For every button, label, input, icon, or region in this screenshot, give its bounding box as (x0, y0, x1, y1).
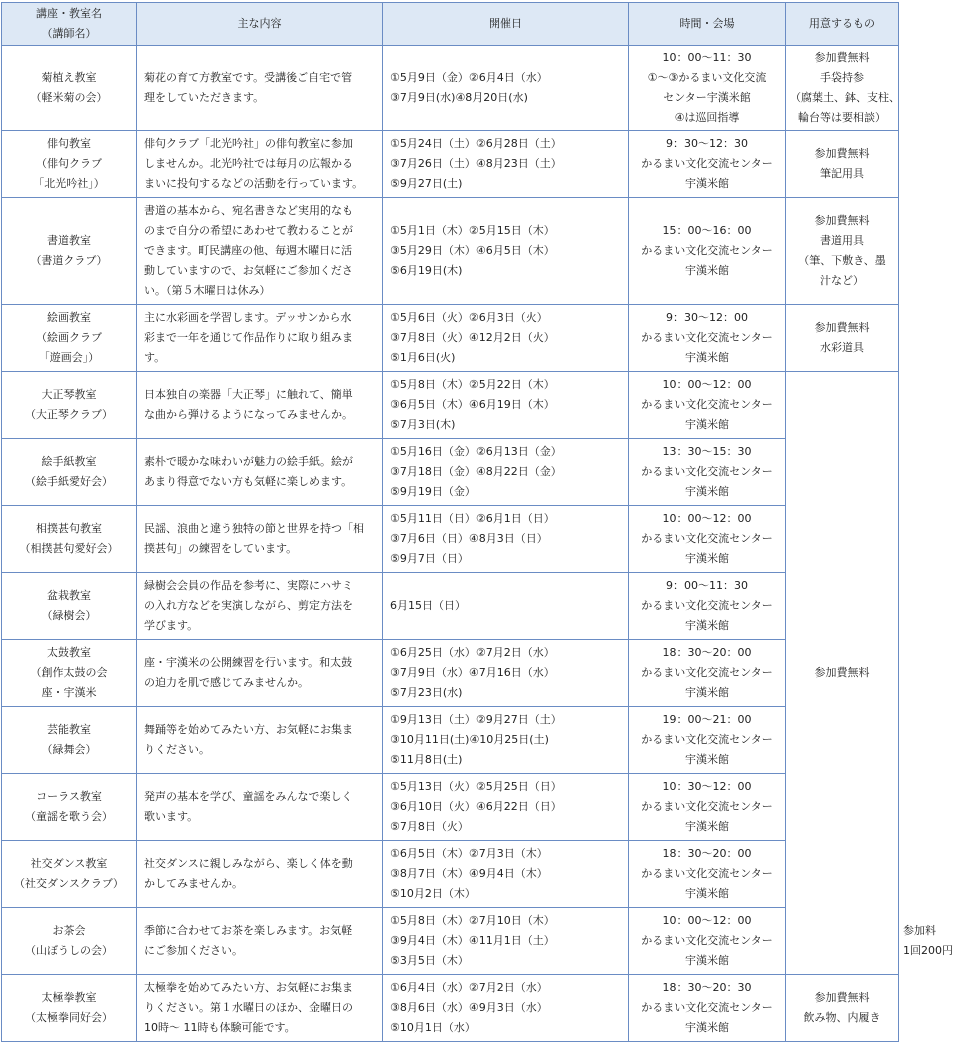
content-cell: 季節に合わせてお茶を楽しみます。お気軽 にご参加ください。 (137, 908, 383, 975)
dates-cell: ①5月8日（木）②7月10日（木） ③9月4日（木）④11月1日（土） ⑤3月5日（木） (383, 908, 629, 975)
table-row (2, 46, 899, 131)
table-row (2, 439, 899, 506)
bring-cell: 参加費無料 書道用具 （筆、下敷き、墨 汁など） (786, 198, 899, 305)
content-cell: 座・宇漢米の公開練習を行います。和太鼓 の迫力を肌で感じてみませんか。 (137, 640, 383, 707)
bring-cell: 参加費無料 水彩道具 (786, 305, 899, 372)
time-venue-cell: 9：00～11：30 かるまい文化交流センター 宇漢米館 (629, 573, 786, 640)
dates-cell: ①5月13日（火）②5月25日（日） ③6月10日（火）④6月22日（日） ⑤7月8日（火） (383, 774, 629, 841)
class-name-cell: 絵手紙教室 （絵手紙愛好会） (2, 439, 137, 506)
dates-cell: ①6月4日（水）②7月2日（水） ③8月6日（水）④9月3日（水） ⑤10月1日（水） (383, 975, 629, 1042)
class-name-cell: 太鼓教室 （創作太鼓の会 座・宇漢米 (2, 640, 137, 707)
dates-cell: 6月15日（日） (383, 573, 629, 640)
content-cell: 舞踊等を始めてみたい方、お気軽にお集ま りください。 (137, 707, 383, 774)
header-time-venue: 時間・会場 (629, 3, 786, 46)
content-cell: 日本独自の楽器「大正琴」に触れて、簡単 な曲から弾けるようになってみませんか。 (137, 372, 383, 439)
time-venue-cell: 10：00～11：30 ①～③かるまい文化交流 センター宇漢米館 ④は巡回指導 (629, 46, 786, 131)
table-row (2, 573, 899, 640)
time-venue-cell: 10：00～12：00 かるまい文化交流センター 宇漢米館 (629, 908, 786, 975)
content-cell: 緑樹会会員の作品を参考に、実際にハサミ の入れ方などを実演しながら、剪定方法を 学びます。 (137, 573, 383, 640)
time-venue-cell: 18：30～20：00 かるまい文化交流センター 宇漢米館 (629, 841, 786, 908)
table-row (2, 372, 899, 439)
dates-cell: ①9月13日（土）②9月27日（土） ③10月11日(土)④10月25日(土) ⑤11月8日(土) (383, 707, 629, 774)
table-row (2, 198, 899, 305)
time-venue-cell: 13：30～15：30 かるまい文化交流センター 宇漢米館 (629, 439, 786, 506)
class-name-cell: 盆栽教室 （緑樹会） (2, 573, 137, 640)
content-cell: 社交ダンスに親しみながら、楽しく体を動 かしてみませんか。 (137, 841, 383, 908)
content-cell: 太極拳を始めてみたい方、お気軽にお集ま りください。第１水曜日のほか、金曜日の 10時～ 11時も体験可能です。 (137, 975, 383, 1042)
class-name-cell: お茶会 （山ぼうしの会） (2, 908, 137, 975)
table-row (2, 305, 899, 372)
bring-merged-cell: 参加費無料 (786, 372, 899, 975)
class-name-cell: 俳句教室 （俳句クラブ 「北光吟社」） (2, 131, 137, 198)
table-row (2, 975, 899, 1042)
time-venue-cell: 15：00～16：00 かるまい文化交流センター 宇漢米館 (629, 198, 786, 305)
table-row: お茶会 （山ぼうしの会） 季節に合わせてお茶を楽しみます。お気軽 にご参加ください。 ①5月8日（木）②7月10日（木） ③9月4日（木）④11月1日（土） ⑤3月5日（木） 10：00～12：00 かるまい文化交流センター 宇漢米館 参加料 1回200円 (2, 908, 899, 975)
table-row (2, 131, 899, 198)
dates-cell: ①5月1日（木）②5月15日（木） ③5月29日（木）④6月5日（木） ⑤6月19日(木) (383, 198, 629, 305)
class-name-cell: 社交ダンス教室 （社交ダンスクラブ） (2, 841, 137, 908)
dates-cell: ①5月11日（日）②6月1日（日） ③7月6日（日）④8月3日（日） ⑤9月7日（日） (383, 506, 629, 573)
time-venue-cell: 9：30～12：30 かるまい文化交流センター 宇漢米館 (629, 131, 786, 198)
time-venue-cell: 9：30～12：00 かるまい文化交流センター 宇漢米館 (629, 305, 786, 372)
dates-cell: ①5月9日（金）②6月4日（水） ③7月9日(水)④8月20日(水) (383, 46, 629, 131)
dates-cell: ①6月5日（木）②7月3日（木） ③8月7日（木）④9月4日（木） ⑤10月2日（木） (383, 841, 629, 908)
table-row (2, 841, 899, 908)
header-content: 主な内容 (137, 3, 383, 46)
class-name-cell: 相撲甚句教室 （相撲甚句愛好会） (2, 506, 137, 573)
dates-cell: ①5月6日（火）②6月3日（火） ③7月8日（火）④12月2日（火） ⑤1月6日(火) (383, 305, 629, 372)
time-venue-cell: 19：00～21：00 かるまい文化交流センター 宇漢米館 (629, 707, 786, 774)
dates-cell: ①5月8日（木）②5月22日（木） ③6月5日（木）④6月19日（木） ⑤7月3日(木) (383, 372, 629, 439)
time-venue-cell: 18：30～20：30 かるまい文化交流センター 宇漢米館 (629, 975, 786, 1042)
header-bring: 用意するもの (786, 3, 899, 46)
table-row (2, 506, 899, 573)
bring-cell: 参加費無料 手袋持参 （腐葉土、鉢、支柱、 輪台等は要相談） (786, 46, 899, 131)
header-class-name: 講座・教室名 （講師名） (2, 3, 137, 46)
class-name-cell: コーラス教室 （童謡を歌う会） (2, 774, 137, 841)
content-cell: 民謡、浪曲と違う独特の節と世界を持つ「相 撲甚句」の練習をしています。 (137, 506, 383, 573)
bring-cell: 参加費無料 筆記用具 (786, 131, 899, 198)
bring-cell: 参加費無料 飲み物、内履き (786, 975, 899, 1042)
class-name-cell: 菊植え教室 （軽米菊の会） (2, 46, 137, 131)
time-venue-cell: 10：00～12：00 かるまい文化交流センター 宇漢米館 (629, 506, 786, 573)
time-venue-cell: 10：30～12：00 かるまい文化交流センター 宇漢米館 (629, 774, 786, 841)
time-venue-cell: 18：30～20：00 かるまい文化交流センター 宇漢米館 (629, 640, 786, 707)
content-cell: 素朴で暖かな味わいが魅力の絵手紙。絵が あまり得意でない方も気軽に楽しめます。 (137, 439, 383, 506)
dates-cell: ①6月25日（水）②7月2日（水） ③7月9日（水）④7月16日（水） ⑤7月23日(水) (383, 640, 629, 707)
table-row (2, 640, 899, 707)
time-venue-cell: 10：00～12：00 かるまい文化交流センター 宇漢米館 (629, 372, 786, 439)
dates-cell: ①5月16日（金）②6月13日（金） ③7月18日（金）④8月22日（金） ⑤9月19日（金） (383, 439, 629, 506)
table-row (2, 707, 899, 774)
content-cell: 菊花の育て方教室です。受講後ご自宅で管 理をしていただきます。 (137, 46, 383, 131)
class-name-cell: 大正琴教室 （大正琴クラブ） (2, 372, 137, 439)
content-cell: 主に水彩画を学習します。デッサンから水 彩まで一年を通じて作品作りに取り組みま す。 (137, 305, 383, 372)
dates-cell: ①5月24日（土）②6月28日（土） ③7月26日（土）④8月23日（土） ⑤9月27日(土) (383, 131, 629, 198)
class-name-cell: 太極拳教室 （太極拳同好会） (2, 975, 137, 1042)
header-row (2, 3, 899, 46)
class-schedule-table (1, 2, 953, 1042)
class-name-cell: 芸能教室 （緑舞会） (2, 707, 137, 774)
content-cell: 俳句クラブ「北光吟社」の俳句教室に参加 しませんか。北光吟社では毎月の広報かる まいに投句するなどの活動を行っています。 (137, 131, 383, 198)
content-cell: 書道の基本から、宛名書きなど実用的なも のまで自分の希望にあわせて教わることが できます。町民講座の他、毎週木曜日に活 動していますので、お気軽にご参加くださ い。（第５木曜日は休み） (137, 198, 383, 305)
content-cell: 発声の基本を学び、童謡をみんなで楽しく 歌います。 (137, 774, 383, 841)
table-row (2, 774, 899, 841)
header-dates: 開催日 (383, 3, 629, 46)
class-name-cell: 書道教室 （書道クラブ） (2, 198, 137, 305)
class-name-cell: 絵画教室 （絵画クラブ 「遊画会」） (2, 305, 137, 372)
